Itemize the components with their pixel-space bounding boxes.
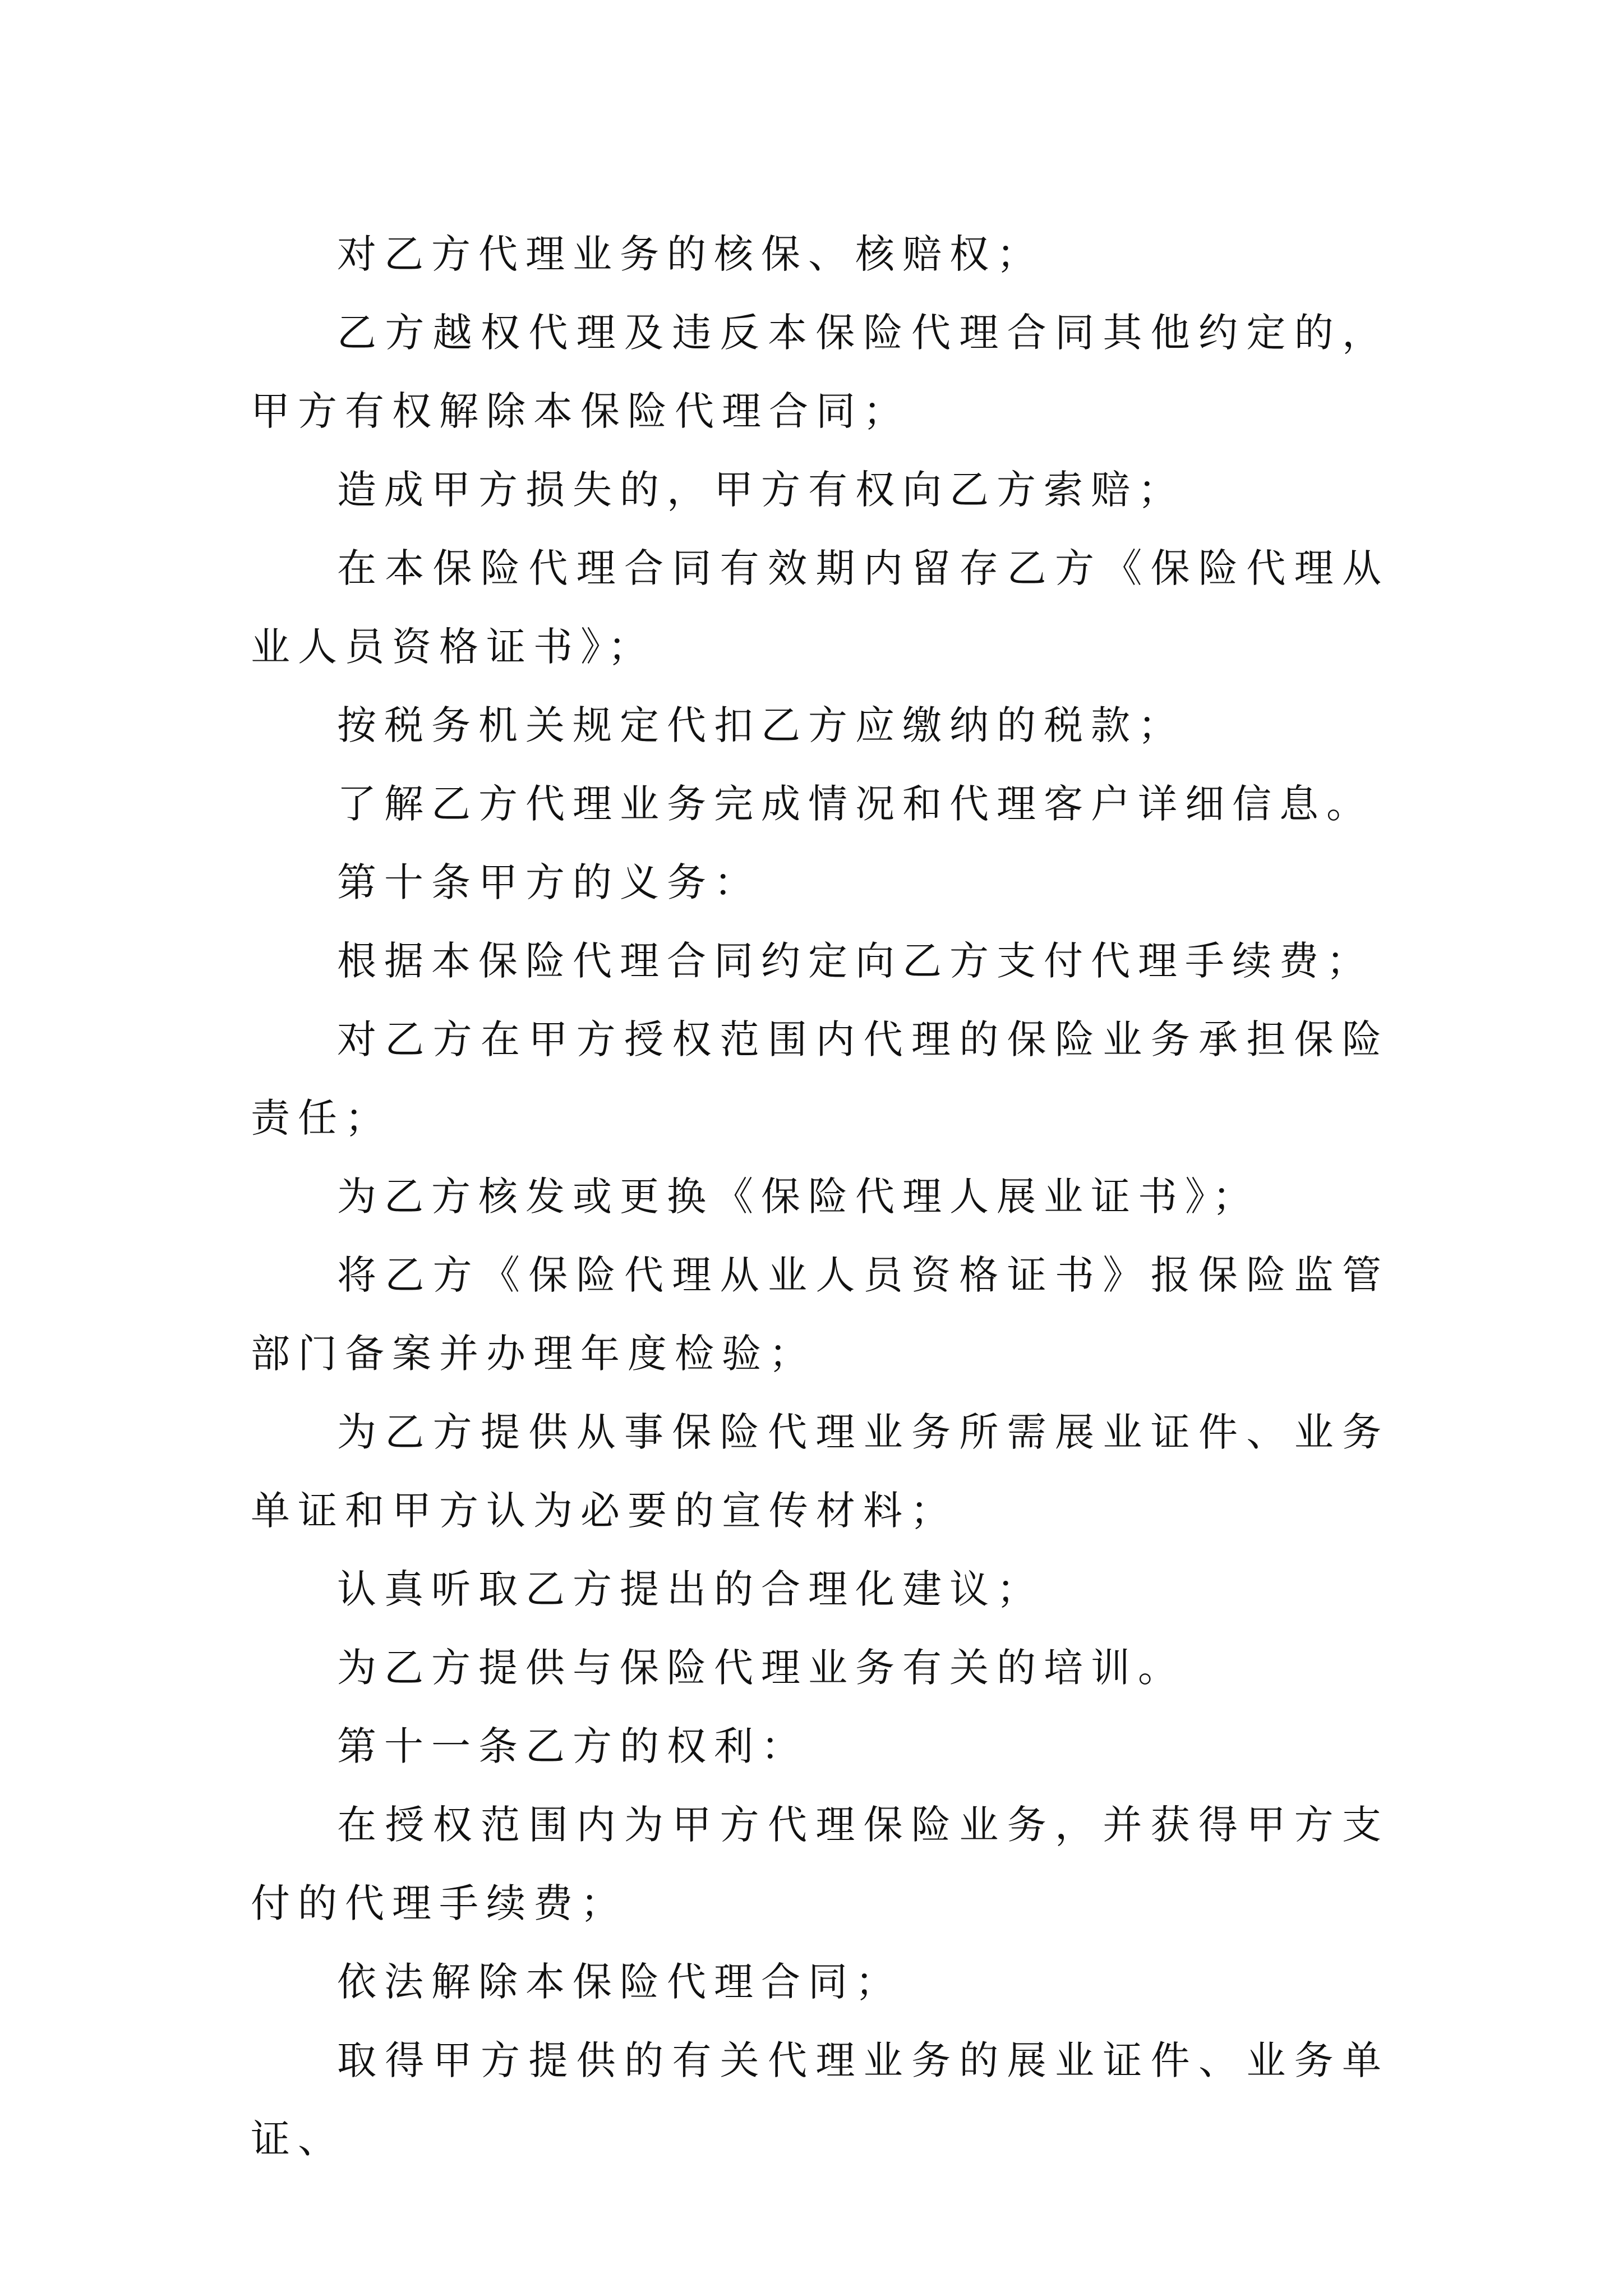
section-heading: 第十一条乙方的权利：	[337, 1723, 808, 1769]
paragraph: 将乙方《保险代理从业人员资格证书》报保险监管部门备案并办理年度检验；	[251, 1252, 1389, 1377]
paragraph: 对乙方在甲方授权范围内代理的保险业务承担保险责任；	[251, 1016, 1389, 1141]
paragraph: 在本保险代理合同有效期内留存乙方《保险代理从业人员资格证书》；	[251, 545, 1389, 670]
paragraph: 在授权范围内为甲方代理保险业务，并获得甲方支付的代理手续费；	[251, 1802, 1389, 1926]
document-body	[251, 215, 1389, 2178]
paragraph: 为乙方提供与保险代理业务有关的培训。	[337, 1645, 1185, 1691]
paragraph: 依法解除本保险代理合同；	[337, 1959, 902, 2005]
paragraph: 对乙方代理业务的核保、核赔权；	[337, 231, 1044, 277]
section-heading: 第十条甲方的义务：	[337, 859, 761, 905]
paragraph: 为乙方核发或更换《保险代理人展业证书》；	[337, 1174, 1260, 1220]
paragraph: 为乙方提供从事保险代理业务所需展业证件、业务单证和甲方认为必要的宣传材料；	[251, 1409, 1389, 1534]
paragraph: 乙方越权代理及违反本保险代理合同其他约定的，甲方有权解除本保险代理合同；	[251, 310, 1389, 434]
paragraph: 了解乙方代理业务完成情况和代理客户详细信息。	[337, 781, 1373, 827]
paragraph: 按税务机关规定代扣乙方应缴纳的税款；	[337, 702, 1185, 748]
paragraph: 造成甲方损失的，甲方有权向乙方索赔；	[337, 467, 1185, 513]
paragraph: 根据本保险代理合同约定向乙方支付代理手续费；	[337, 938, 1373, 984]
paragraph: 取得甲方提供的有关代理业务的展业证件、业务单证、	[251, 2037, 1389, 2162]
paragraph: 认真听取乙方提出的合理化建议；	[337, 1566, 1044, 1612]
